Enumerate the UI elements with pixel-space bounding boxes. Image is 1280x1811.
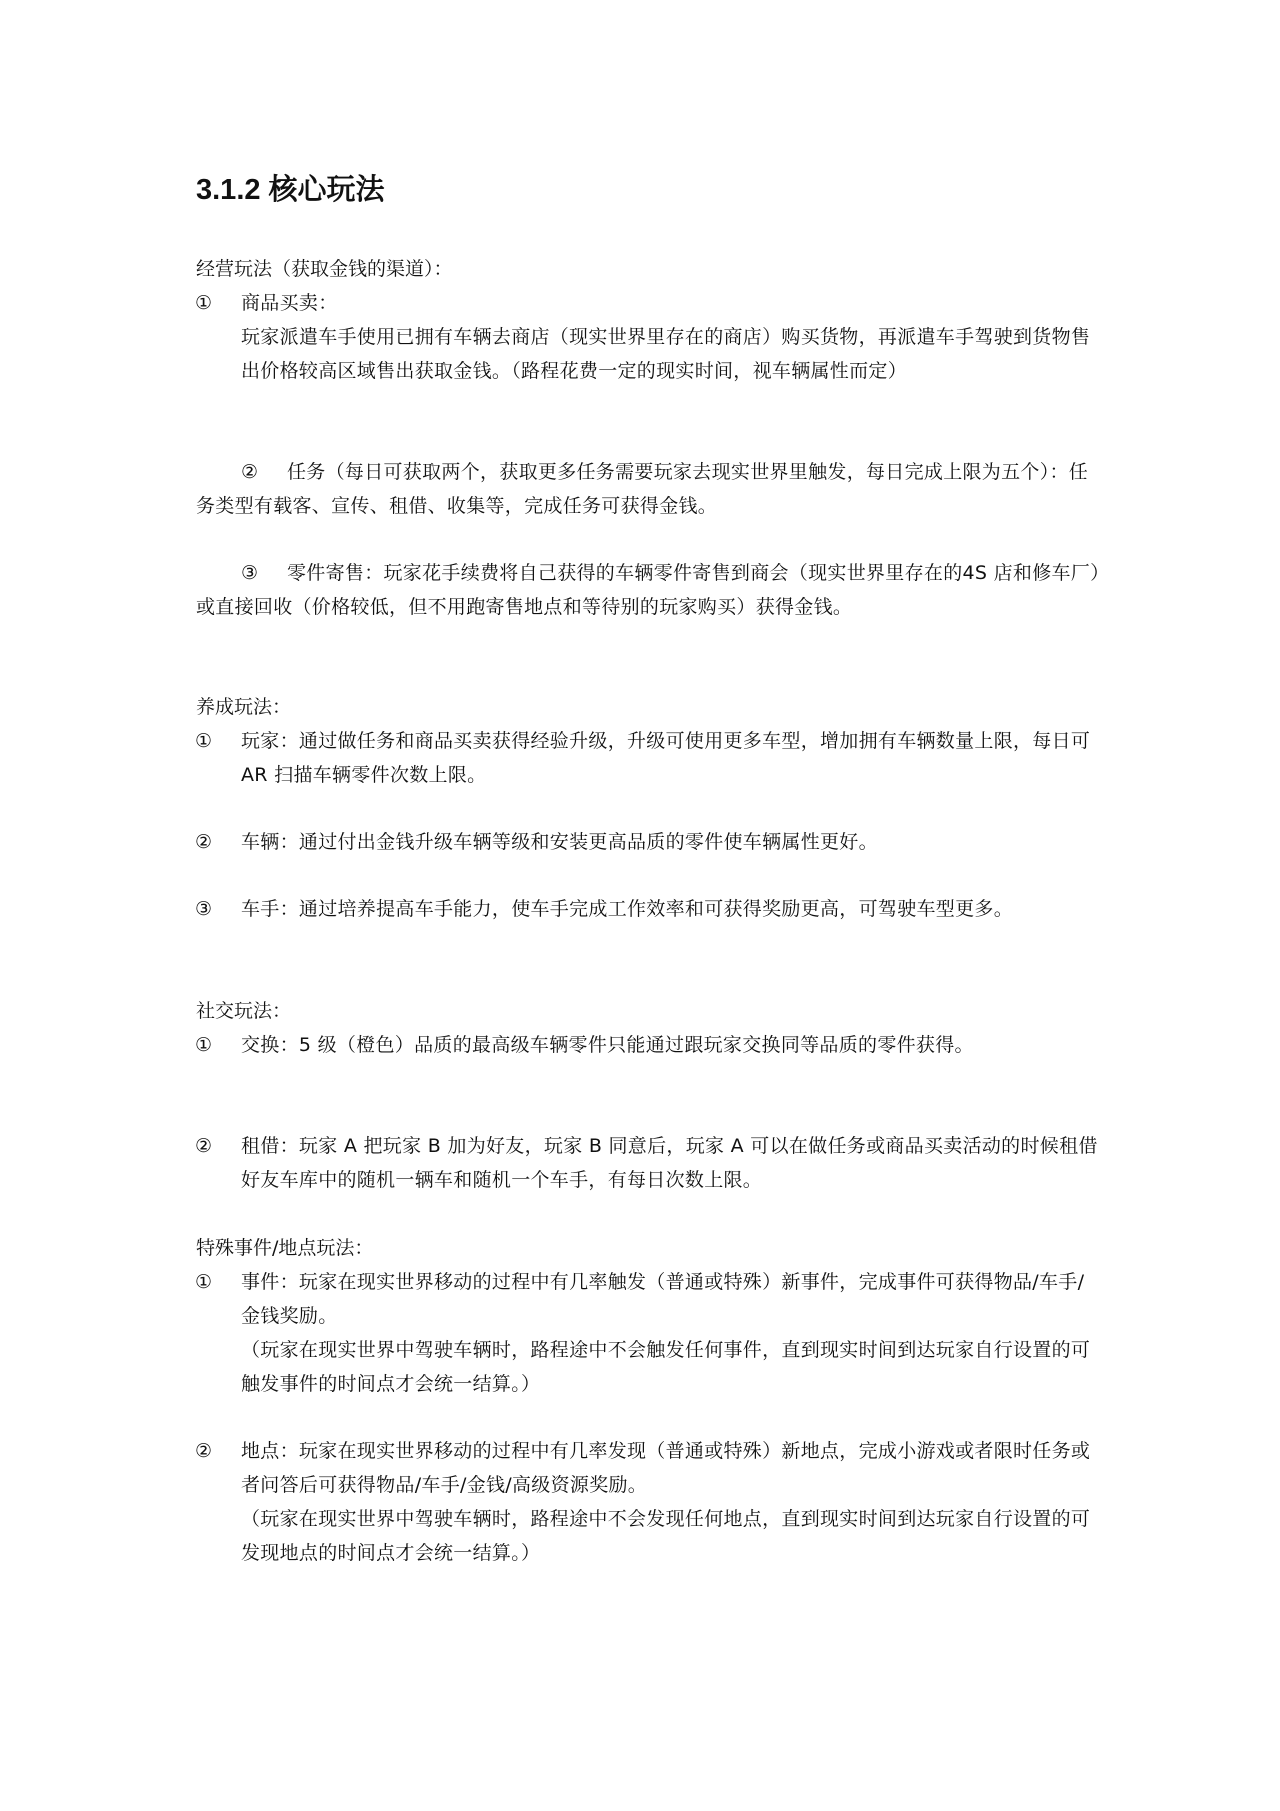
- item-number: ①: [195, 1271, 213, 1293]
- business-item-1-desc: 玩家派遣车手使用已拥有车辆去商店（现实世界里存在的商店）购买货物，再派遣车手驾驶到货物售出价格较高区域售出获取金钱。（路程花费一定的现实时间，视车辆属性而定）: [241, 326, 1091, 382]
- item-text: 零件寄售：玩家花手续费将自己获得的车辆零件寄售到商会（现实世界里存在的4S 店和修车厂）或直接回收（价格较低，但不用跑寄售地点和等待别的玩家购买）获得金钱。: [196, 562, 1100, 618]
- item-number: ①: [195, 1034, 213, 1056]
- business-item-1: [195, 286, 1101, 320]
- business-section-title: 经营玩法（获取金钱的渠道）：: [196, 258, 453, 280]
- item-number: ③: [241, 562, 259, 584]
- growth-section-title: 养成玩法：: [196, 696, 292, 718]
- section-heading: 3.1.2 核心玩法: [196, 174, 385, 206]
- item-label: 商品买卖：: [241, 292, 338, 314]
- item-number: ②: [195, 831, 213, 853]
- item-number: ②: [241, 461, 259, 483]
- special-item-2: [195, 1434, 1101, 1502]
- special-item-1: [195, 1265, 1101, 1333]
- item-text: 车辆：通过付出金钱升级车辆等级和安装更高品质的零件使车辆属性更好。: [241, 831, 878, 853]
- item-text: 车手：通过培养提高车手能力，使车手完成工作效率和可获得奖励更高，可驾驶车型更多。: [241, 898, 1014, 920]
- special-section-title: 特殊事件/地点玩法：: [196, 1237, 374, 1259]
- item-number: ②: [195, 1135, 213, 1157]
- growth-item-1: [195, 724, 1101, 792]
- item-number: ②: [195, 1440, 213, 1462]
- social-section-title: 社交玩法：: [196, 1000, 292, 1022]
- special-item-1-note: （玩家在现实世界中驾驶车辆时，路程途中不会触发任何事件，直到现实时间到达玩家自行设置的可触发事件的时间点才会统一结算。）: [241, 1339, 1091, 1395]
- item-text: 事件：玩家在现实世界移动的过程中有几率触发（普通或特殊）新事件，完成事件可获得物品/车手/金钱奖励。: [241, 1271, 1085, 1327]
- social-item-2: [195, 1129, 1101, 1197]
- item-number: ③: [195, 898, 213, 920]
- business-item-3: [196, 556, 1101, 624]
- item-text: 任务（每日可获取两个，获取更多任务需要玩家去现实世界里触发，每日完成上限为五个）：任务类型有载客、宣传、租借、收集等，完成任务可获得金钱。: [196, 461, 1089, 517]
- business-item-2: [196, 455, 1101, 523]
- item-text: 交换：5 级（橙色）品质的最高级车辆零件只能通过跟玩家交换同等品质的零件获得。: [241, 1034, 974, 1056]
- item-text: 玩家：通过做任务和商品买卖获得经验升级，升级可使用更多车型，增加拥有车辆数量上限，每日可 AR 扫描车辆零件次数上限。: [241, 730, 1091, 786]
- item-text: 地点：玩家在现实世界移动的过程中有几率发现（普通或特殊）新地点，完成小游戏或者限时任务或者问答后可获得物品/车手/金钱/高级资源奖励。: [241, 1440, 1091, 1496]
- item-text: 租借：玩家 A 把玩家 B 加为好友，玩家 B 同意后，玩家 A 可以在做任务或商品买卖活动的时候租借好友车库中的随机一辆车和随机一个车手，有每日次数上限。: [241, 1135, 1098, 1191]
- special-item-2-note: （玩家在现实世界中驾驶车辆时，路程途中不会发现任何地点，直到现实时间到达玩家自行设置的可发现地点的时间点才会统一结算。）: [241, 1508, 1091, 1564]
- item-number: ①: [195, 730, 213, 752]
- growth-item-2: [195, 825, 1101, 859]
- item-number: ①: [195, 292, 213, 314]
- growth-item-3: [195, 892, 1101, 926]
- social-item-1: [195, 1028, 1101, 1062]
